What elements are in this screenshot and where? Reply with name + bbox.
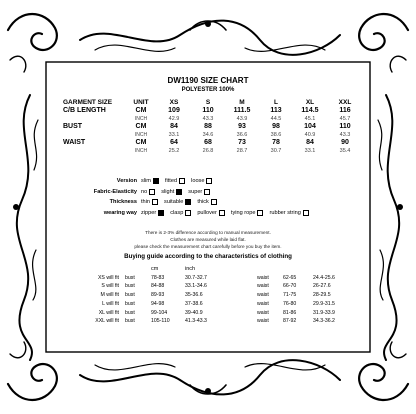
waist-cm: 62-65 xyxy=(283,274,297,281)
value-cell: 114.5 xyxy=(301,107,319,114)
chart-title: DW1190 SIZE CHART xyxy=(167,76,249,85)
option-text: slim xyxy=(141,178,151,185)
value-cell: 45.7 xyxy=(339,116,351,122)
unit-cell: CM xyxy=(135,123,147,130)
value-cell: 113 xyxy=(270,107,282,114)
option-text: clasp xyxy=(170,209,184,216)
value-cell: 93 xyxy=(238,123,246,130)
size-header: XL xyxy=(305,99,315,106)
value-cell: 33.1 xyxy=(168,132,180,138)
waist-label: waist xyxy=(257,283,269,290)
value-cell: 36.6 xyxy=(236,132,248,138)
empty-square-icon xyxy=(179,178,185,184)
bust-inch: 35-36.6 xyxy=(185,292,203,299)
waist-inch: 31.9-33.9 xyxy=(313,309,335,316)
measure-label: WAIST xyxy=(63,139,86,146)
option-text: slight xyxy=(161,188,175,195)
fit-label: XS will fit xyxy=(97,274,119,281)
attribute-option xyxy=(197,199,217,205)
guide-header-row xyxy=(63,265,363,274)
cm-header: cm xyxy=(151,266,159,272)
waist-label: waist xyxy=(257,309,269,316)
empty-square-icon xyxy=(303,210,309,216)
attribute-option xyxy=(170,210,191,216)
buying-guide-title: Buying guide according to the characteristics of clothing xyxy=(124,253,292,260)
waist-label: waist xyxy=(257,292,269,299)
value-cell: 78 xyxy=(272,139,280,146)
attribute-row-elasticity xyxy=(63,187,363,198)
option-text: zipper xyxy=(141,209,157,216)
bust-inch: 39-40.9 xyxy=(185,309,203,316)
value-cell: 90 xyxy=(341,139,349,146)
table-row xyxy=(63,139,363,147)
size-header: S xyxy=(205,99,211,106)
attribute-label: Fabric-Elasticity xyxy=(93,188,137,195)
inch-header: inch xyxy=(185,266,196,272)
table-row xyxy=(63,309,363,318)
attribute-option xyxy=(164,199,191,205)
attribute-option xyxy=(188,189,210,195)
value-cell: 116 xyxy=(339,107,351,114)
value-cell: 104 xyxy=(304,123,316,130)
bust-cm: 105-110 xyxy=(151,318,170,325)
table-row xyxy=(63,123,363,131)
fit-label: S will fit xyxy=(101,283,119,290)
empty-square-icon xyxy=(257,210,263,216)
attribute-option xyxy=(269,210,308,216)
table-row xyxy=(63,291,363,300)
fit-label: XL will fit xyxy=(98,309,119,316)
attribute-list xyxy=(63,176,363,218)
attribute-label: Version xyxy=(116,178,137,185)
measure-label: BUST xyxy=(63,123,83,130)
value-cell: 43.9 xyxy=(236,116,248,122)
size-header-row xyxy=(63,99,363,107)
option-text: fitted xyxy=(164,178,178,185)
unit-cell: CM xyxy=(135,107,147,114)
size-header: XS xyxy=(169,99,179,106)
attribute-label: wearing way xyxy=(103,209,137,216)
waist-inch: 34.3-36.2 xyxy=(313,318,335,325)
blank-cell xyxy=(313,265,363,274)
attribute-option xyxy=(197,210,225,216)
bust-cm: 78-83 xyxy=(151,274,165,281)
unit-cell: INCH xyxy=(134,132,148,138)
size-header: XXL xyxy=(338,99,352,106)
value-cell: 110 xyxy=(202,107,214,114)
waist-label: waist xyxy=(257,318,269,325)
attribute-label: Thickness xyxy=(109,199,137,206)
attribute-option xyxy=(231,210,264,216)
table-row xyxy=(63,147,363,155)
value-cell: 73 xyxy=(238,139,246,146)
waist-cm: 71-75 xyxy=(283,292,297,299)
fit-label: L will fit xyxy=(102,300,119,307)
empty-square-icon xyxy=(185,210,191,216)
bust-label: bust xyxy=(125,274,135,281)
value-cell: 68 xyxy=(204,139,212,146)
table-row xyxy=(63,282,363,291)
attribute-option xyxy=(161,189,182,195)
waist-inch: 28-29.5 xyxy=(313,292,331,299)
value-cell: 111.5 xyxy=(233,107,251,114)
size-header: M xyxy=(239,99,245,106)
bust-cm: 99-104 xyxy=(151,309,168,316)
note-line: There is 2-3% difference according to manual measurement. xyxy=(145,230,271,235)
value-cell: 64 xyxy=(170,139,178,146)
value-cell: 43.3 xyxy=(202,116,214,122)
bust-inch: 33.1-34.6 xyxy=(185,283,207,290)
value-cell: 98 xyxy=(272,123,280,130)
value-cell: 110 xyxy=(339,123,351,130)
option-text: no xyxy=(141,188,148,195)
table-row xyxy=(63,300,363,309)
waist-cm: 87-92 xyxy=(283,318,297,325)
value-cell: 28.7 xyxy=(236,148,248,154)
bust-cm: 94-98 xyxy=(151,300,165,307)
table-row xyxy=(63,274,363,283)
filled-square-icon xyxy=(158,210,164,216)
waist-inch: 29.9-31.5 xyxy=(313,300,335,307)
attribute-row-version xyxy=(63,176,363,187)
empty-square-icon xyxy=(211,199,217,205)
note-line: please check the measurement chart carefully before you buy the item. xyxy=(134,244,282,249)
blank-cell xyxy=(257,265,283,274)
unit-cell: INCH xyxy=(134,116,148,122)
value-cell: 88 xyxy=(204,123,212,130)
waist-cm: 81-86 xyxy=(283,309,297,316)
value-cell: 30.7 xyxy=(270,148,282,154)
empty-square-icon xyxy=(206,178,212,184)
option-text: thin xyxy=(141,199,151,206)
bust-label: bust xyxy=(125,318,135,325)
measure-label xyxy=(63,131,125,139)
filled-square-icon xyxy=(176,189,182,195)
waist-cm: 76-80 xyxy=(283,300,297,307)
unit-header: UNIT xyxy=(133,99,149,106)
blank-cell xyxy=(283,265,313,274)
bust-label: bust xyxy=(125,300,135,307)
option-text: pullover xyxy=(197,209,217,216)
attribute-option xyxy=(141,178,159,184)
table-row xyxy=(63,317,363,326)
note-line: Clothes are measured while laid flat. xyxy=(170,237,246,242)
value-cell: 33.1 xyxy=(304,148,316,154)
waist-inch: 26-27.6 xyxy=(313,283,331,290)
option-text: loose xyxy=(191,178,205,185)
measure-label xyxy=(63,147,125,155)
value-cell: 34.6 xyxy=(202,132,214,138)
size-header: L xyxy=(274,99,278,106)
attribute-option xyxy=(141,210,164,216)
value-cell: 84 xyxy=(170,123,178,130)
empty-square-icon xyxy=(219,210,225,216)
measure-label: C/B LENGTH xyxy=(63,107,106,114)
bust-label: bust xyxy=(125,309,135,316)
value-cell: 43.3 xyxy=(339,132,351,138)
value-cell: 35.4 xyxy=(339,148,351,154)
bust-inch: 41.3-43.3 xyxy=(185,318,207,325)
attribute-row-wearing-way xyxy=(63,208,363,219)
size-table xyxy=(63,99,363,155)
attribute-option xyxy=(141,199,158,205)
table-row xyxy=(63,115,363,123)
fit-label: M will fit xyxy=(100,292,119,299)
value-cell: 40.9 xyxy=(304,132,316,138)
value-cell: 25.2 xyxy=(168,148,180,154)
value-cell: 26.8 xyxy=(202,148,214,154)
blank-cell xyxy=(63,265,125,274)
bust-cm: 84-88 xyxy=(151,283,165,290)
waist-label: waist xyxy=(257,274,269,281)
measure-label xyxy=(63,115,125,123)
option-text: suitable xyxy=(164,199,184,206)
bust-inch: 30.7-32.7 xyxy=(185,274,207,281)
attribute-option xyxy=(165,178,185,184)
attribute-row-thickness xyxy=(63,197,363,208)
fit-label: XXL will fit xyxy=(95,318,119,325)
filled-square-icon xyxy=(153,178,159,184)
value-cell: 42.9 xyxy=(168,116,180,122)
bust-cm: 89-93 xyxy=(151,292,165,299)
waist-cm: 66-70 xyxy=(283,283,297,290)
value-cell: 38.6 xyxy=(270,132,282,138)
waist-label: waist xyxy=(257,300,269,307)
attribute-option xyxy=(141,189,155,195)
option-text: tying rope xyxy=(230,209,256,216)
garment-size-header: GARMENT SIZE xyxy=(63,99,113,106)
chart-content xyxy=(55,72,361,342)
value-cell: 109 xyxy=(168,107,180,114)
option-text: super xyxy=(188,188,203,195)
value-cell: 44.5 xyxy=(270,116,282,122)
option-text: thick xyxy=(197,199,209,206)
table-row xyxy=(63,131,363,139)
empty-square-icon xyxy=(149,189,155,195)
waist-inch: 24.4-25.6 xyxy=(313,274,335,281)
material-label: POLYESTER 100% xyxy=(181,87,235,93)
unit-cell: CM xyxy=(135,139,147,146)
blank-cell xyxy=(125,265,151,274)
bust-label: bust xyxy=(125,283,135,290)
unit-cell: INCH xyxy=(134,148,148,154)
table-row xyxy=(63,107,363,115)
bust-label: bust xyxy=(125,292,135,299)
buying-guide-table xyxy=(63,265,363,326)
value-cell: 45.1 xyxy=(304,116,316,122)
attribute-option xyxy=(191,178,212,184)
filled-square-icon xyxy=(185,199,191,205)
bust-inch: 37-38.6 xyxy=(185,300,203,307)
value-cell: 84 xyxy=(306,139,314,146)
empty-square-icon xyxy=(204,189,210,195)
empty-square-icon xyxy=(152,199,158,205)
option-text: rubber string xyxy=(269,209,301,216)
